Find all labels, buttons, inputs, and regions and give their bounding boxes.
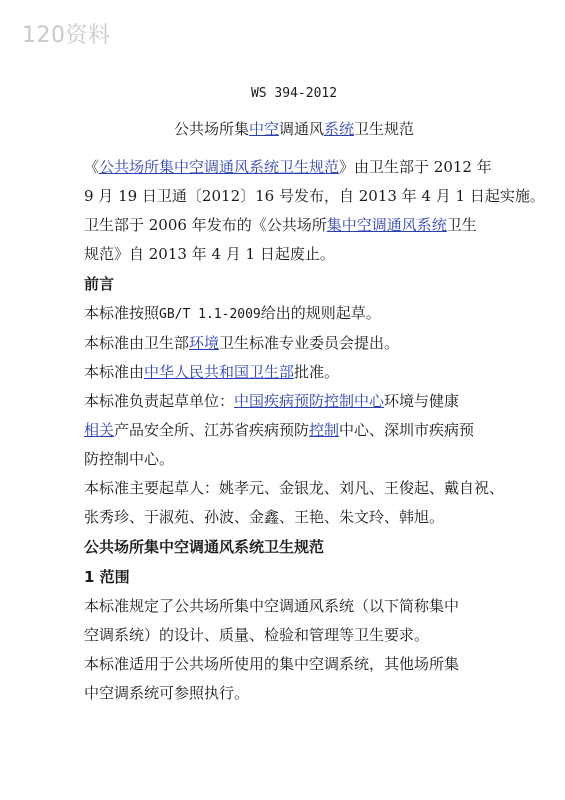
watermark-logo: 120资料	[22, 23, 111, 48]
foreword-heading: 前言	[84, 275, 115, 293]
foreword-2-pre: 本标准由卫生部	[84, 334, 190, 352]
intro-link-standard-name[interactable]: 公共场所集中空调通风系统卫生规范	[99, 158, 340, 176]
document-page	[84, 86, 545, 708]
foreword-line-1	[84, 299, 504, 329]
foreword-1-post: 给出的规则起草。	[260, 304, 381, 322]
title-link-xitong[interactable]: 系统	[324, 120, 355, 138]
foreword-3-post: 批准。	[294, 363, 340, 381]
intro-line-2: 9 月 19 日卫通〔2012〕16 号发布，自 2013 年 4 月 1 日起实施。	[84, 187, 545, 205]
standard-code: WS 394-2012	[250, 86, 338, 101]
title-part-1: 公共场所集	[173, 120, 249, 138]
foreword-line-8: 张秀珍、于淑苑、孙波、金鑫、王艳、朱文玲、韩旭。	[84, 508, 445, 526]
foreword-line-3	[84, 358, 504, 387]
foreword-line-4	[84, 387, 504, 416]
scope-line-1: 本标准规定了公共场所集中空调通风系统（以下简称集中	[84, 597, 460, 615]
intro-line-3	[84, 211, 504, 240]
foreword-line-6: 防控制中心。	[84, 450, 175, 468]
foreword-3-pre: 本标准由	[84, 363, 145, 381]
title-link-zhongkong[interactable]: 中空	[248, 120, 279, 138]
scope-line-4: 中空调系统可参照执行。	[84, 684, 250, 702]
title-part-2: 调通风	[278, 120, 324, 138]
scope-line-2: 空调系统）的设计、质量、检验和管理等卫生要求。	[84, 626, 430, 644]
intro-line-1-rest: 》由卫生部于 2012 年	[339, 158, 492, 176]
foreword-1-code: GB/T 1.1-2009	[159, 307, 261, 322]
foreword-5-mid: 产品安全所、江苏省疾病预防	[114, 421, 310, 439]
foreword-link-control[interactable]: 控制	[309, 421, 340, 439]
document-title	[84, 118, 504, 139]
foreword-line-5	[84, 416, 504, 445]
foreword-link-related[interactable]: 相关	[84, 421, 115, 439]
intro-line-1	[84, 153, 504, 182]
foreword-4-post: 环境与健康	[384, 392, 460, 410]
intro-line-3-post: 卫生	[446, 216, 477, 234]
intro-line-4: 规范》自 2013 年 4 月 1 日起废止。	[84, 245, 335, 263]
foreword-link-ministry[interactable]: 中华人民共和国卫生部	[144, 363, 295, 381]
intro-bracket: 《	[84, 158, 100, 176]
foreword-link-environment[interactable]: 环境	[189, 334, 220, 352]
foreword-1-pre: 本标准按照	[84, 304, 160, 322]
section-1-heading: 1 范围	[84, 568, 130, 586]
foreword-line-2	[84, 329, 504, 358]
scope-line-3: 本标准适用于公共场所使用的集中空调系统，其他场所集	[84, 655, 460, 673]
foreword-2-post: 卫生标准专业委员会提出。	[219, 334, 400, 352]
foreword-4-pre: 本标准负责起草单位：	[84, 392, 235, 410]
foreword-5-post: 中心、深圳市疾病预	[339, 421, 475, 439]
intro-link-system[interactable]: 集中空调通风系统	[326, 216, 447, 234]
intro-line-3-pre: 卫生部于 2006 年发布的《公共场所	[84, 216, 327, 234]
body-heading: 公共场所集中空调通风系统卫生规范	[84, 538, 325, 556]
foreword-line-7: 本标准主要起草人：姚孝元、金银龙、刘凡、王俊起、戴自祝、	[84, 479, 505, 497]
foreword-link-cdc[interactable]: 中国疾病预防控制中心	[234, 392, 385, 410]
title-part-3: 卫生规范	[354, 120, 415, 138]
